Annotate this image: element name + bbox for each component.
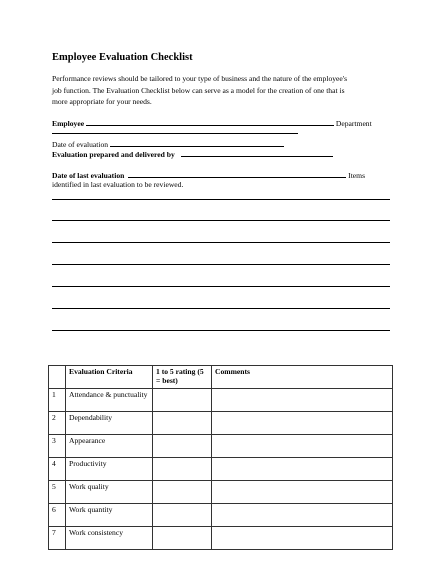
criteria-cell: Work consistency xyxy=(66,527,153,550)
comments-cell[interactable] xyxy=(212,458,393,481)
rating-cell[interactable] xyxy=(153,458,212,481)
column-header: 1 to 5 rating (5 = best) xyxy=(153,366,212,389)
intro-line: Performance reviews should be tailored to your type of business and the nature of the employee's xyxy=(52,74,348,83)
intro-line: more appropriate for your needs. xyxy=(52,97,152,107)
row-number: 2 xyxy=(49,412,66,435)
date-of-evaluation-field[interactable] xyxy=(110,138,284,147)
department-field[interactable] xyxy=(52,125,298,134)
comments-cell[interactable] xyxy=(212,481,393,504)
write-in-line[interactable] xyxy=(52,264,390,265)
column-header xyxy=(49,366,66,389)
department-row xyxy=(52,125,298,136)
table-row xyxy=(49,481,393,504)
rating-cell[interactable] xyxy=(153,435,212,458)
criteria-cell: Attendance & punctuality xyxy=(66,389,153,412)
criteria-cell: Work quality xyxy=(66,481,153,504)
prepared-by-label: Evaluation prepared and delivered by xyxy=(52,150,175,159)
criteria-cell: Appearance xyxy=(66,435,153,458)
table-row xyxy=(49,527,393,550)
comments-cell[interactable] xyxy=(212,412,393,435)
table-row xyxy=(49,504,393,527)
comments-cell[interactable] xyxy=(212,527,393,550)
intro-paragraph xyxy=(52,73,388,108)
column-header: Evaluation Criteria xyxy=(66,366,153,389)
write-in-line[interactable] xyxy=(52,220,390,221)
write-in-line[interactable] xyxy=(52,308,390,309)
prepared-by-row xyxy=(52,148,333,159)
row-number: 7 xyxy=(49,527,66,550)
criteria-cell: Productivity xyxy=(66,458,153,481)
table-header-row xyxy=(49,366,393,389)
row-number: 6 xyxy=(49,504,66,527)
date-of-evaluation-label: Date of evaluation xyxy=(52,140,109,149)
row-number: 3 xyxy=(49,435,66,458)
row-number: 1 xyxy=(49,389,66,412)
column-header: Comments xyxy=(212,366,393,389)
criteria-cell: Dependability xyxy=(66,412,153,435)
comments-cell[interactable] xyxy=(212,435,393,458)
write-in-line[interactable] xyxy=(52,286,390,287)
rating-cell[interactable] xyxy=(153,389,212,412)
criteria-cell: Work quantity xyxy=(66,504,153,527)
write-in-line[interactable] xyxy=(52,330,390,331)
intro-line: job function. The Evaluation Checklist below can serve as a model for the creation of one that is xyxy=(52,85,345,95)
date-last-evaluation-label: Date of last evaluation xyxy=(52,171,125,180)
date-last-evaluation-field[interactable] xyxy=(128,169,346,178)
table-row xyxy=(49,389,393,412)
employee-label: Employee xyxy=(52,119,85,128)
date-last-evaluation-row xyxy=(52,169,365,180)
rating-cell[interactable] xyxy=(153,412,212,435)
row-number: 4 xyxy=(49,458,66,481)
table-row xyxy=(49,458,393,481)
rating-cell[interactable] xyxy=(153,481,212,504)
items-label: Items xyxy=(348,171,366,180)
items-continuation-row xyxy=(52,180,183,189)
write-in-line[interactable] xyxy=(52,242,390,243)
write-in-line[interactable] xyxy=(52,199,390,200)
rating-cell[interactable] xyxy=(153,504,212,527)
table-row xyxy=(49,412,393,435)
prepared-by-field[interactable] xyxy=(181,148,333,157)
department-label: Department xyxy=(335,119,372,128)
comments-cell[interactable] xyxy=(212,504,393,527)
rating-cell[interactable] xyxy=(153,527,212,550)
items-continuation: identified in last evaluation to be reviewed. xyxy=(52,180,184,189)
document-title: Employee Evaluation Checklist xyxy=(52,52,193,63)
comments-cell[interactable] xyxy=(212,389,393,412)
evaluation-table xyxy=(48,365,393,550)
row-number: 5 xyxy=(49,481,66,504)
table-row xyxy=(49,435,393,458)
